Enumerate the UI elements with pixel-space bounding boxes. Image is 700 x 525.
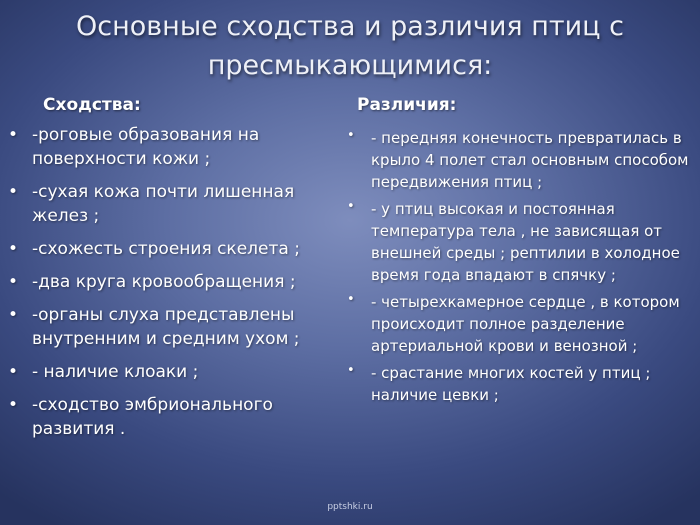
bullet-icon: • — [8, 239, 19, 259]
similarities-item — [8, 237, 333, 261]
bullet-icon: • — [8, 362, 19, 382]
similarities-item-text: -роговые образования на поверхности кожи ; — [32, 125, 260, 169]
bullet-icon: • — [347, 363, 355, 378]
differences-item — [347, 291, 697, 357]
similarities-item — [8, 360, 333, 384]
similarities-item-text: -два круга кровообращения ; — [32, 272, 296, 292]
differences-item — [347, 362, 697, 406]
bullet-icon: • — [8, 305, 19, 325]
similarities-item-text: -органы слуха представлены внутренним и средним ухом ; — [32, 305, 300, 349]
differences-item-text: - передняя конечность превратилась в крыло 4 полет стал основным способом передвижения птиц ; — [371, 129, 689, 191]
differences-item-text: - у птиц высокая и постоянная температура тела , не зависящая от внешней среды ; рептилии в холодное время года впадают в спячку ; — [371, 200, 680, 284]
bullet-icon: • — [347, 128, 355, 143]
similarities-item-text: -сходство эмбрионального развития . — [32, 395, 273, 439]
similarities-item — [8, 123, 333, 171]
similarities-heading: Сходства: — [43, 95, 141, 115]
differences-heading: Различия: — [357, 95, 457, 115]
similarities-item — [8, 270, 333, 294]
similarities-list — [8, 123, 333, 450]
bullet-icon: • — [8, 125, 19, 145]
slide-title-line-1: Основные сходства и различия птиц с — [75, 11, 624, 42]
bullet-icon: • — [8, 272, 19, 292]
bullet-icon: • — [347, 199, 355, 214]
similarities-item — [8, 303, 333, 351]
bullet-icon: • — [8, 395, 19, 415]
bullet-icon: • — [8, 182, 19, 202]
similarities-item-text: -схожесть строения скелета ; — [32, 239, 300, 259]
differences-list — [347, 127, 697, 411]
differences-item — [347, 127, 697, 193]
similarities-item — [8, 180, 333, 228]
differences-item-text: - четырехкамерное сердце , в котором происходит полное разделение артериальной крови и венозной ; — [371, 293, 680, 355]
source-watermark: pptshki.ru — [327, 502, 373, 512]
differences-item-text: - срастание многих костей у птиц ; наличие цевки ; — [371, 364, 651, 404]
similarities-item-text: -сухая кожа почти лишенная желез ; — [32, 182, 295, 226]
similarities-item-text: - наличие клоаки ; — [32, 362, 199, 382]
slide-title-line-2: пресмыкающимися: — [207, 50, 493, 81]
similarities-item — [8, 393, 333, 441]
differences-item — [347, 198, 697, 286]
slide-title — [20, 7, 680, 85]
bullet-icon: • — [347, 292, 355, 307]
